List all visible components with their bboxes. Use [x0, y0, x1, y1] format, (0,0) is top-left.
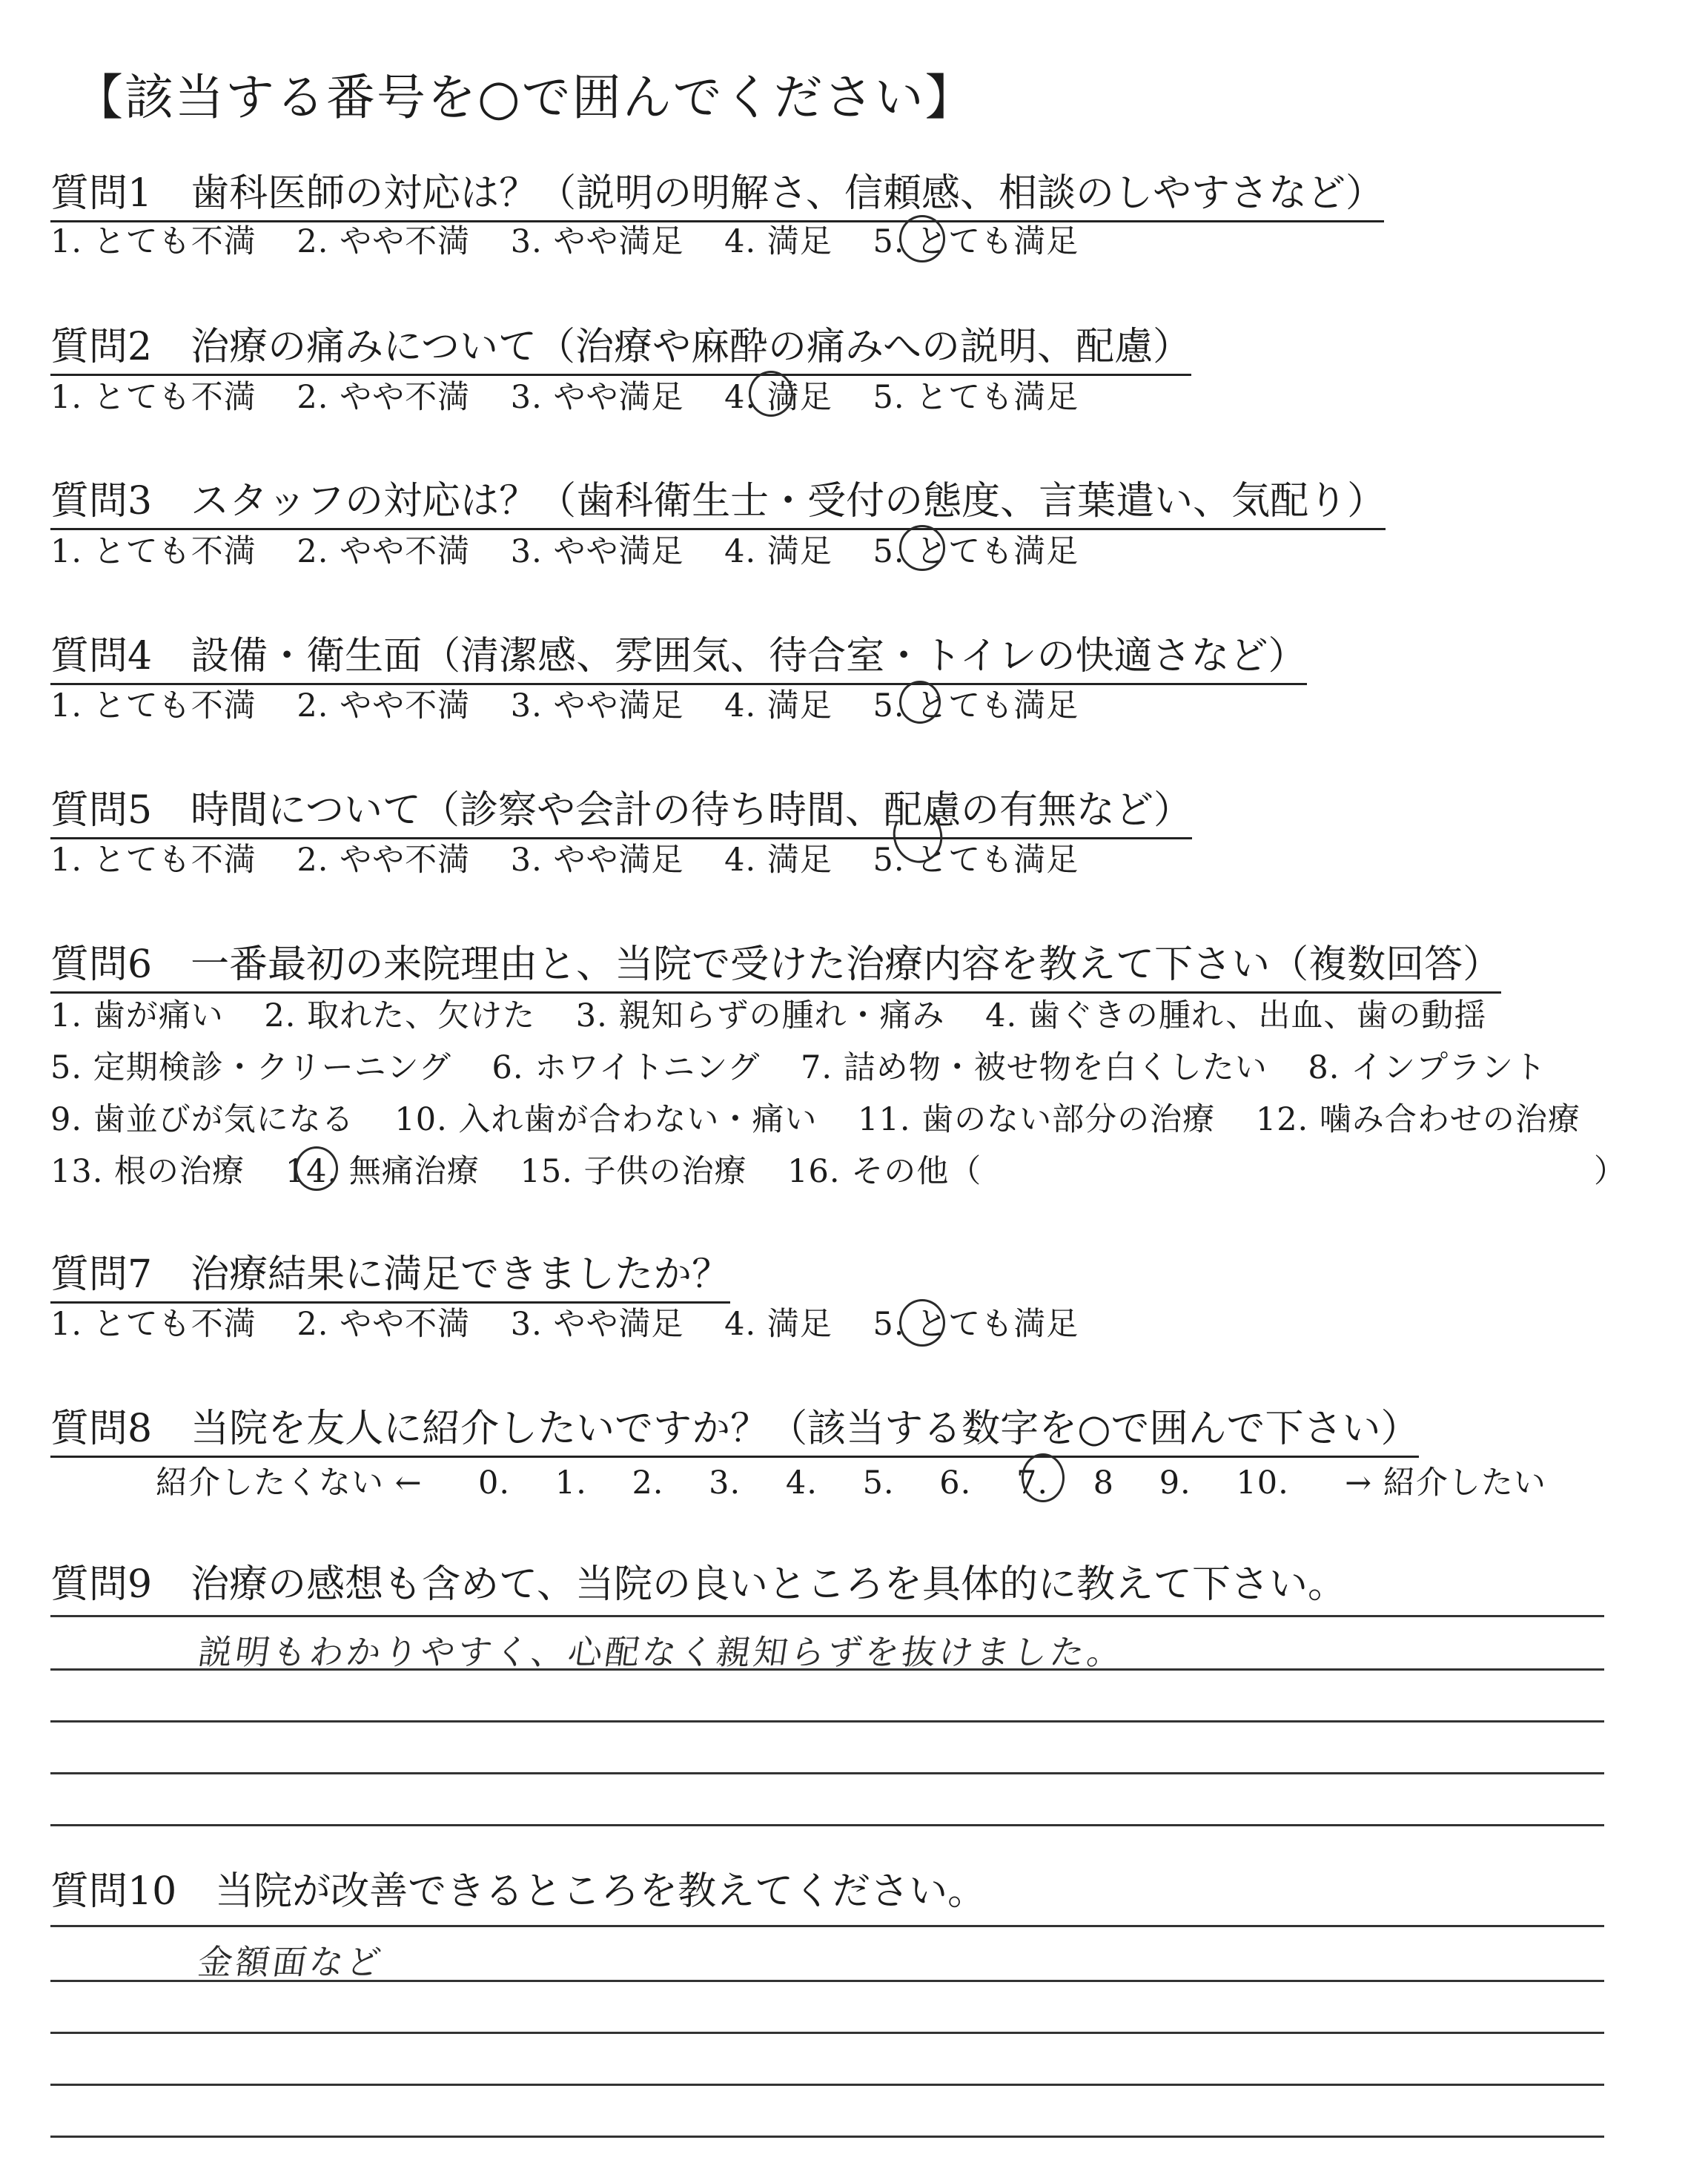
- q2-opt-2[interactable]: 2. やや不満: [297, 379, 471, 416]
- q9-line-4: [50, 1772, 1604, 1774]
- q8-scale-2[interactable]: 2.: [632, 1464, 664, 1502]
- q8-scale-4[interactable]: 4.: [785, 1464, 818, 1502]
- question-8: 質問8 当院を友人に紹介したいですか？（該当する数字を○で囲んで下さい）: [50, 1397, 1419, 1458]
- q2-opt-1[interactable]: 1. とても不満: [50, 379, 256, 416]
- q6-opt-4[interactable]: 4. 歯ぐきの腫れ、出血、歯の動揺: [985, 997, 1487, 1034]
- q6-opt-3[interactable]: 3. 親知らずの腫れ・痛み: [575, 997, 945, 1034]
- q1-opt-2[interactable]: 2. やや不満: [297, 223, 471, 260]
- q6-opt-15[interactable]: 15. 子供の治療: [520, 1153, 747, 1190]
- q6-opt-2[interactable]: 2. 取れた、欠けた: [264, 997, 536, 1034]
- q3-options: [50, 526, 1079, 572]
- q2-options: [50, 372, 1079, 417]
- q3-opt-3[interactable]: 3. やや満足: [510, 533, 684, 570]
- question-2: 質問2 治療の痛みについて（治療や麻酔の痛みへの説明、配慮）: [50, 315, 1191, 376]
- q6-opt-7[interactable]: 7. 詰め物・被せ物を白くしたい: [801, 1049, 1268, 1086]
- q8-scale-6[interactable]: 6.: [939, 1464, 972, 1502]
- q6-opt-13[interactable]: 13. 根の治療: [50, 1153, 245, 1190]
- question-10: 質問10 当院が改善できるところを教えてください。: [50, 1869, 987, 1914]
- q8-scale-0[interactable]: 0.: [478, 1464, 511, 1502]
- q7-opt-4[interactable]: 4. 満足: [724, 1306, 833, 1343]
- q6-opt-11[interactable]: 11. 歯のない部分の治療: [858, 1101, 1216, 1138]
- q7-options: [50, 1299, 1079, 1344]
- q3-opt-4[interactable]: 4. 満足: [724, 533, 833, 570]
- q8-scale-9[interactable]: 9.: [1159, 1464, 1191, 1502]
- q6-row-2: [50, 1043, 1546, 1088]
- q1-opt-4[interactable]: 4. 満足: [724, 223, 833, 260]
- q8-scale-3[interactable]: 3.: [709, 1464, 741, 1502]
- q8-scale-7[interactable]: 7.: [1016, 1464, 1048, 1502]
- q1-opt-5[interactable]: 5. とても満足: [873, 223, 1079, 260]
- q8-left-label: 紹介したくない ←: [156, 1464, 423, 1502]
- q6-row-3: [50, 1094, 1580, 1140]
- q3-opt-2[interactable]: 2. やや不満: [297, 533, 471, 570]
- q6-opt-1[interactable]: 1. 歯が痛い: [50, 997, 224, 1034]
- q4-opt-4[interactable]: 4. 満足: [724, 687, 833, 724]
- q3-opt-5[interactable]: 5. とても満足: [873, 533, 1079, 570]
- q5-options: [50, 835, 1079, 880]
- q10-handwritten-answer[interactable]: 金額面など: [195, 1942, 387, 1982]
- question-7: 質問7 治療結果に満足できましたか？: [50, 1243, 730, 1304]
- q3-opt-1[interactable]: 1. とても不満: [50, 533, 256, 570]
- q8-scale-1[interactable]: 1.: [555, 1464, 587, 1502]
- q1-opt-3[interactable]: 3. やや満足: [510, 223, 684, 260]
- q4-opt-2[interactable]: 2. やや不満: [297, 687, 471, 724]
- q6-opt-6[interactable]: 6. ホワイトニング: [491, 1049, 761, 1086]
- q6-opt-8[interactable]: 8. インプラント: [1308, 1049, 1547, 1086]
- question-9: 質問9 治療の感想も含めて、当院の良いところを具体的に教えて下さい。: [50, 1562, 1347, 1607]
- question-6: 質問6 一番最初の来院理由と、当院で受けた治療内容を教えて下さい（複数回答）: [50, 933, 1501, 994]
- q7-opt-5[interactable]: 5. とても満足: [873, 1306, 1079, 1343]
- q10-line-5: [50, 2136, 1604, 2138]
- q6-opt-10[interactable]: 10. 入れ歯が合わない・痛い: [394, 1101, 818, 1138]
- q7-opt-1[interactable]: 1. とても不満: [50, 1306, 256, 1343]
- q5-opt-4[interactable]: 4. 満足: [724, 842, 833, 879]
- q8-scale-10[interactable]: 10.: [1236, 1464, 1289, 1502]
- q10-line-4: [50, 2084, 1604, 2086]
- q6-row-1: [50, 991, 1486, 1036]
- q9-line-3: [50, 1720, 1604, 1723]
- q2-opt-4[interactable]: 4. 満足: [724, 379, 833, 416]
- q8-scale-row: [156, 1458, 1546, 1503]
- q7-opt-3[interactable]: 3. やや満足: [510, 1306, 684, 1343]
- q4-options: [50, 681, 1079, 726]
- q4-opt-5[interactable]: 5. とても満足: [873, 687, 1079, 724]
- q5-opt-3[interactable]: 3. やや満足: [510, 842, 684, 879]
- q8-scale-5[interactable]: 5.: [862, 1464, 895, 1502]
- q10-line-1: [50, 1925, 1604, 1927]
- q2-opt-5[interactable]: 5. とても満足: [873, 379, 1079, 416]
- q5-opt-5[interactable]: 5. とても満足: [873, 842, 1079, 879]
- q10-line-3: [50, 2032, 1604, 2034]
- question-1: 質問1 歯科医師の対応は？（説明の明解さ、信頼感、相談のしやすさなど）: [50, 162, 1384, 222]
- q6-opt-9[interactable]: 9. 歯並びが気になる: [50, 1101, 354, 1138]
- question-4: 質問4 設備・衛生面（清潔感、雰囲気、待合室・トイレの快適さなど）: [50, 624, 1307, 685]
- question-5: 質問5 時間について（診察や会計の待ち時間、配慮の有無など）: [50, 779, 1192, 839]
- q8-right-label: → 紹介したい: [1345, 1464, 1546, 1502]
- q6-row-4: [50, 1146, 982, 1192]
- q9-line-5: [50, 1824, 1604, 1826]
- q6-opt-12[interactable]: 12. 噛み合わせの治療: [1255, 1101, 1580, 1138]
- q6-opt-16[interactable]: 16. その他（: [787, 1153, 982, 1190]
- q2-opt-3[interactable]: 3. やや満足: [510, 379, 684, 416]
- q9-line-1: [50, 1615, 1604, 1617]
- q1-opt-1[interactable]: 1. とても不満: [50, 223, 256, 260]
- q5-opt-1[interactable]: 1. とても不満: [50, 842, 256, 879]
- q1-options: [50, 217, 1079, 262]
- q4-opt-3[interactable]: 3. やや満足: [510, 687, 684, 724]
- q7-opt-2[interactable]: 2. やや不満: [297, 1306, 471, 1343]
- question-3: 質問3 スタッフの対応は？（歯科衛生士・受付の態度、言葉遣い、気配り）: [50, 469, 1386, 530]
- page-title: 【該当する番号を○で囲んでください】: [74, 69, 976, 126]
- q5-opt-2[interactable]: 2. やや不満: [297, 842, 471, 879]
- q8-scale-8[interactable]: 8: [1093, 1464, 1115, 1502]
- q4-opt-1[interactable]: 1. とても不満: [50, 687, 256, 724]
- q6-other-close-paren: ）: [1594, 1153, 1626, 1190]
- q9-handwritten-answer[interactable]: 説明もわかりやすく、心配なく親知らずを抜けました。: [195, 1632, 1128, 1672]
- q6-opt-14[interactable]: 14. 無痛治療: [285, 1153, 480, 1190]
- q6-opt-5[interactable]: 5. 定期検診・クリーニング: [50, 1049, 451, 1086]
